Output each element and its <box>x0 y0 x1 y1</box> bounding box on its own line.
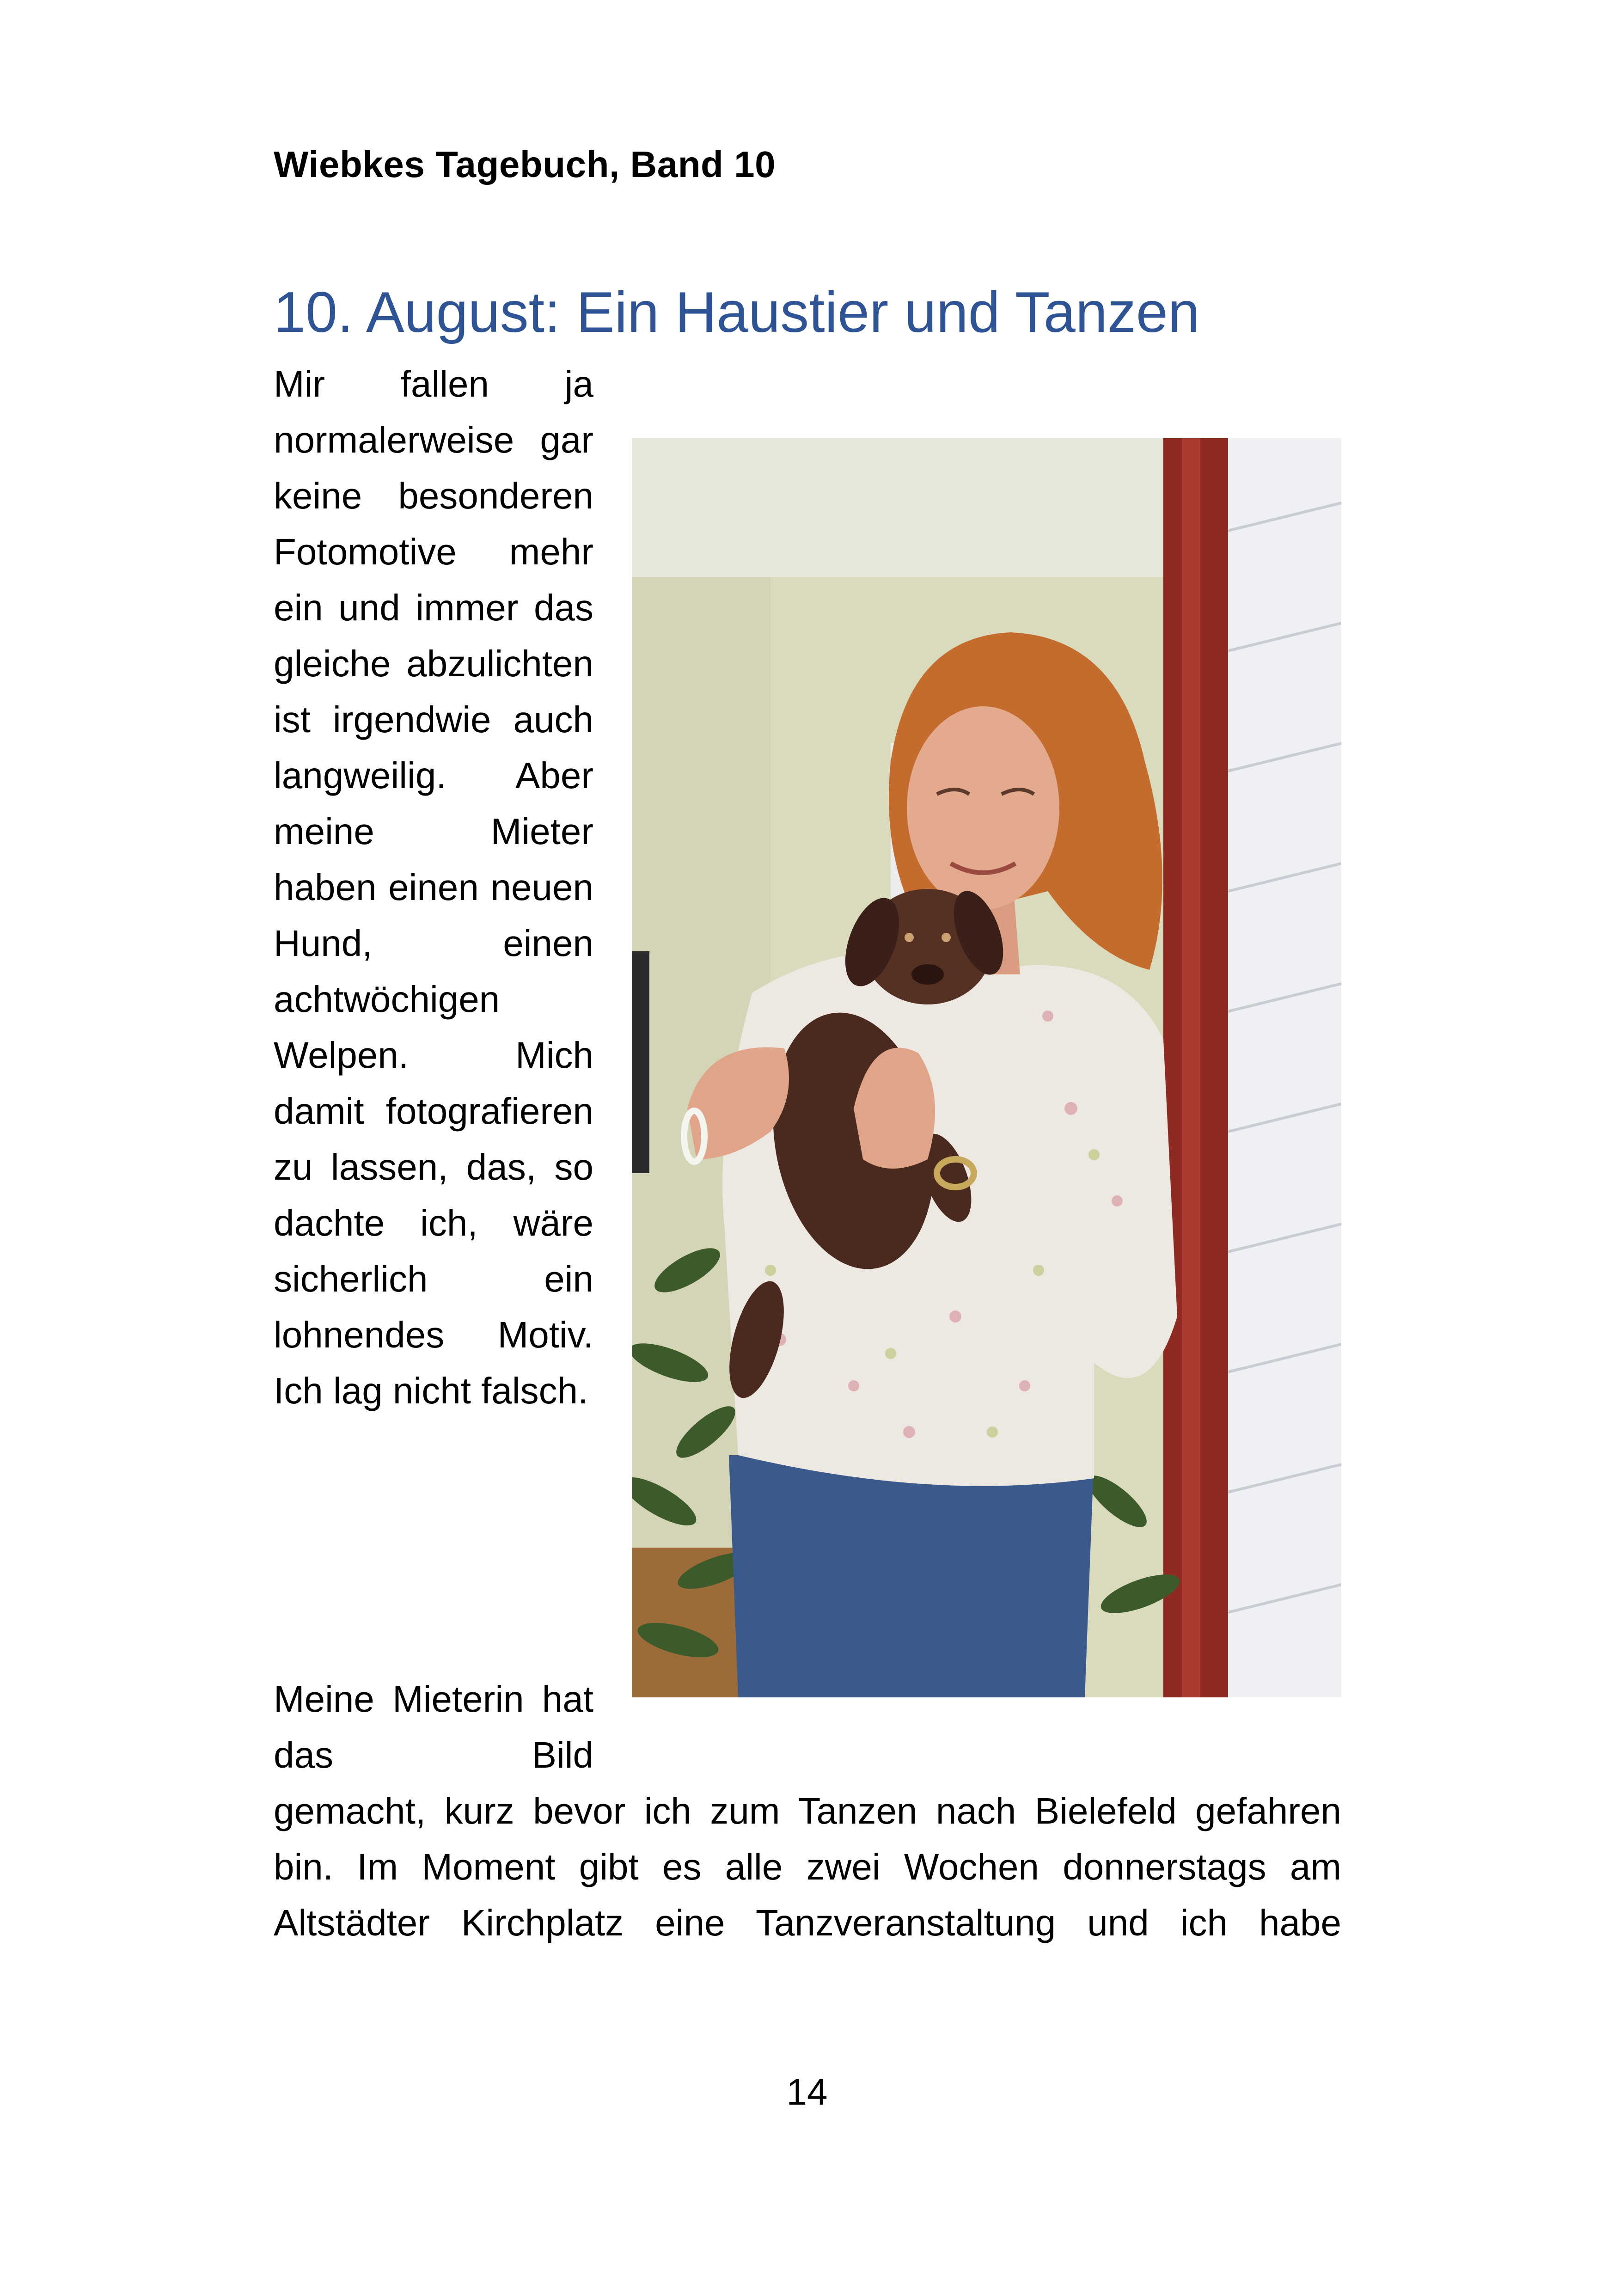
paragraph-1: Mir fallen ja normalerweise gar keine besonderen Fotomotive mehr ein und immer das gleiche abzulichten ist irgendwie auch langweilig. Aber meine Mieter haben einen neuen Hund, einen achtwöchigen Welpen. Mich damit fotografieren zu lassen, das, so dachte ich, wäre sicherlich ein lohnendes Motiv. Ich lag nicht falsch. <box>274 363 593 1411</box>
photo-jeans <box>729 1455 1094 1697</box>
paragraph-2-rest: gemacht, kurz bevor ich zum Tanzen nach Bielefeld gefahren bin. Im Moment gibt es alle zwei Wochen donnerstags am Altstädter Kirchplatz eine Tanzveranstaltung und ich habe <box>274 1790 1341 1943</box>
photo-dark-panel <box>632 951 649 1173</box>
chapter-title: 10. August: Ein Haustier und Tanzen <box>274 281 1200 344</box>
photo-face <box>907 706 1059 910</box>
photo-illustration <box>632 438 1341 1697</box>
paragraph-2-start: Meine Mieterin hat das Bild <box>274 1678 593 1776</box>
photo-woman-with-puppy <box>632 438 1341 1697</box>
running-header: Wiebkes Tagebuch, Band 10 <box>274 144 776 185</box>
page-number: 14 <box>786 2071 828 2112</box>
